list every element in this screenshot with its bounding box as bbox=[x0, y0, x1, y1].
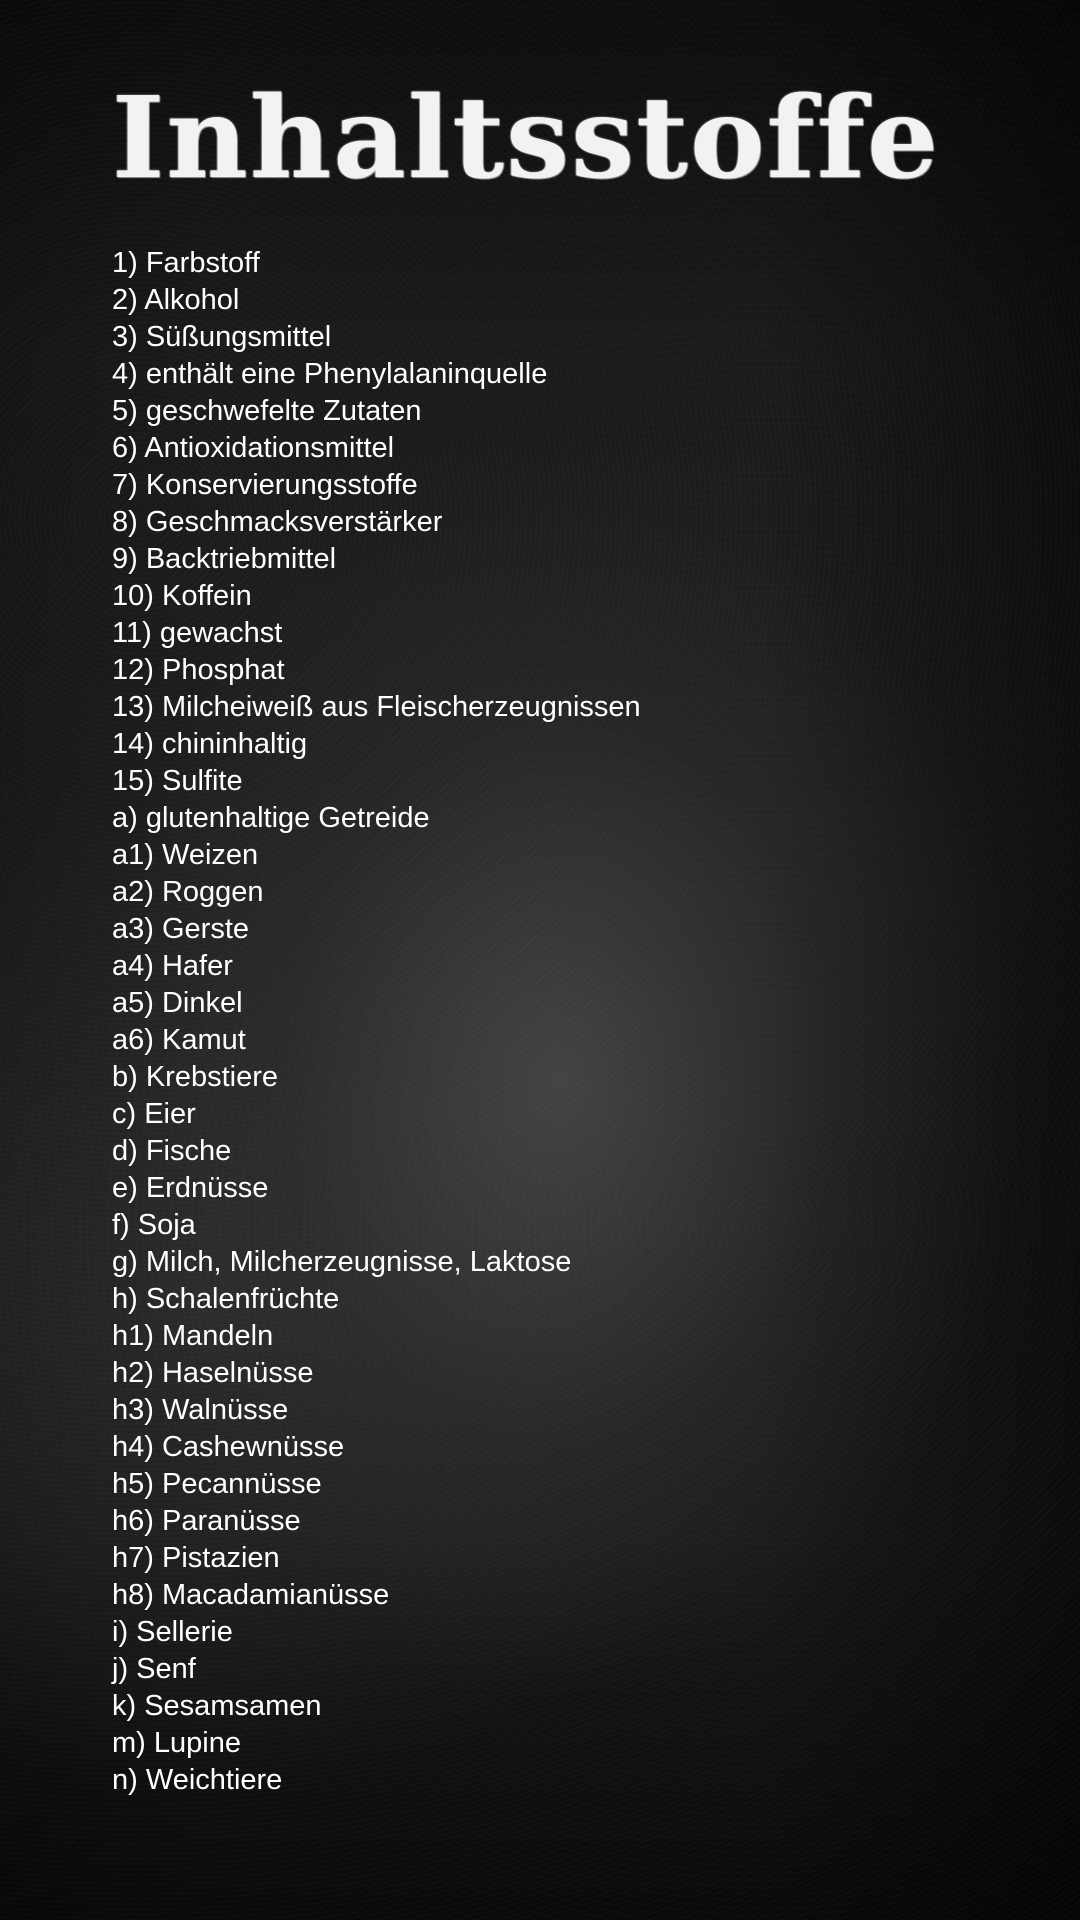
list-item: 6) Antioxidationsmittel bbox=[112, 432, 395, 464]
list-item: a3) Gerste bbox=[112, 913, 249, 945]
list-item: m) Lupine bbox=[112, 1727, 241, 1759]
list-item: a5) Dinkel bbox=[112, 987, 243, 1019]
list-item: h6) Paranüsse bbox=[112, 1505, 301, 1537]
list-item: h8) Macadamianüsse bbox=[112, 1579, 390, 1611]
list-item: 11) gewachst bbox=[112, 617, 283, 649]
list-item: a4) Hafer bbox=[112, 950, 233, 982]
list-item: n) Weichtiere bbox=[112, 1764, 283, 1796]
list-item: j) Senf bbox=[112, 1653, 196, 1685]
list-item: i) Sellerie bbox=[112, 1616, 233, 1648]
list-item: 4) enthält eine Phenylalaninquelle bbox=[112, 358, 548, 390]
list-item: e) Erdnüsse bbox=[112, 1172, 269, 1204]
list-item: f) Soja bbox=[112, 1209, 196, 1241]
list-item: a6) Kamut bbox=[112, 1024, 246, 1056]
list-item: c) Eier bbox=[112, 1098, 196, 1130]
list-item: k) Sesamsamen bbox=[112, 1690, 322, 1722]
list-item: 8) Geschmacksverstärker bbox=[112, 506, 443, 538]
list-item: h4) Cashewnüsse bbox=[112, 1431, 345, 1463]
list-item: 13) Milcheiweiß aus Fleischerzeugnissen bbox=[112, 691, 641, 723]
list-item: 1) Farbstoff bbox=[112, 247, 260, 279]
list-item: h7) Pistazien bbox=[112, 1542, 280, 1574]
list-item: 7) Konservierungsstoffe bbox=[112, 469, 418, 501]
list-item: 12) Phosphat bbox=[112, 654, 285, 686]
list-item: 3) Süßungsmittel bbox=[112, 321, 332, 353]
list-item: h) Schalenfrüchte bbox=[112, 1283, 340, 1315]
list-item: 15) Sulfite bbox=[112, 765, 243, 797]
list-item: a) glutenhaltige Getreide bbox=[112, 802, 430, 834]
list-item: h3) Walnüsse bbox=[112, 1394, 289, 1426]
list-item: 9) Backtriebmittel bbox=[112, 543, 337, 575]
list-item: 10) Koffein bbox=[112, 580, 252, 612]
page-title: Inhaltsstoffe bbox=[112, 73, 941, 204]
list-item: h5) Pecannüsse bbox=[112, 1468, 322, 1500]
ingredients-list bbox=[112, 245, 641, 1799]
list-item: d) Fische bbox=[112, 1135, 232, 1167]
list-item: g) Milch, Milcherzeugnisse, Laktose bbox=[112, 1246, 572, 1278]
list-item: b) Krebstiere bbox=[112, 1061, 279, 1093]
list-item: h2) Haselnüsse bbox=[112, 1357, 314, 1389]
list-item: 5) geschwefelte Zutaten bbox=[112, 395, 422, 427]
list-item: a1) Weizen bbox=[112, 839, 259, 871]
list-item: h1) Mandeln bbox=[112, 1320, 274, 1352]
list-item: 14) chininhaltig bbox=[112, 728, 308, 760]
list-item: a2) Roggen bbox=[112, 876, 264, 908]
list-item: 2) Alkohol bbox=[112, 284, 240, 316]
